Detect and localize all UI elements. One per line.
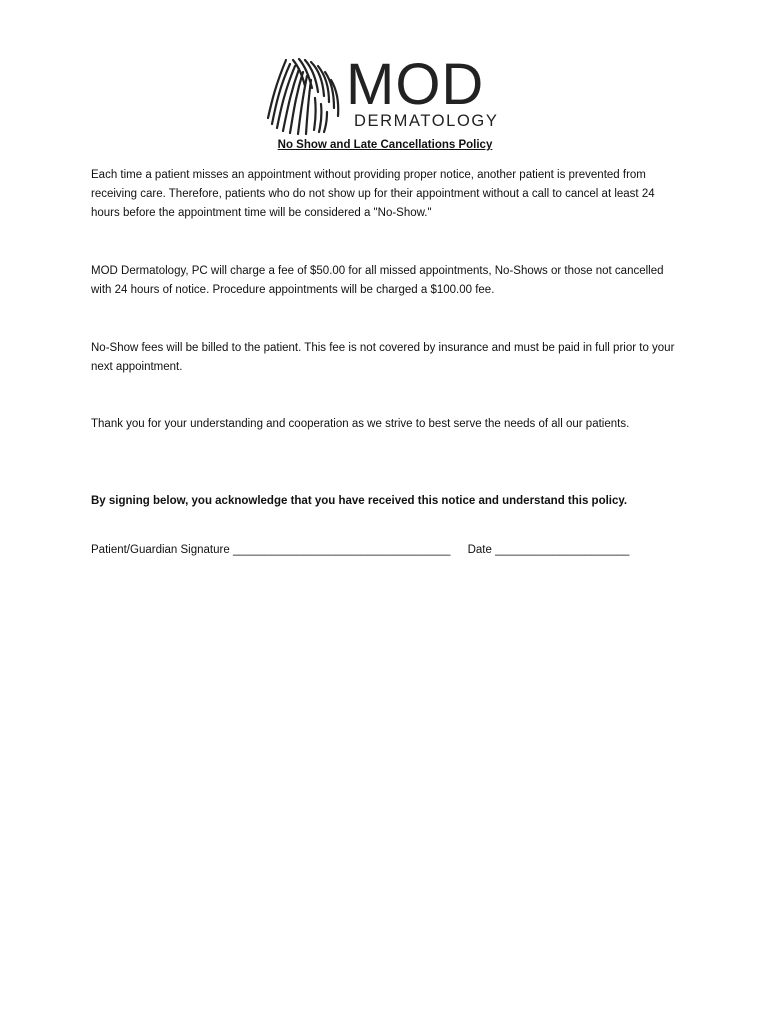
signature-line[interactable]: __________________________________ [232,544,451,556]
signature-label: Patient/Guardian Signature [91,544,233,556]
fingerprint-lines-icon [262,54,346,136]
date-label: Date [467,544,496,556]
signature-row [91,541,691,560]
logo-subtitle: DERMATOLOGY [354,112,499,130]
paragraph-fee-amounts: MOD Dermatology, PC will charge a fee of $50.00 for all missed appointments, No-Shows or those not cancelled with 24 hours of notice. Procedure appointments will be charged a $100.00 fee. [91,265,664,296]
date-line[interactable]: _____________________ [495,544,630,556]
paragraph-billing: No-Show fees will be billed to the patient. This fee is not covered by insurance and must be paid in full prior to your next appointment. [91,342,675,373]
paragraph-acknowledgement: By signing below, you acknowledge that you have received this notice and understand this policy. [91,495,628,507]
paragraph-thank-you: Thank you for your understanding and cooperation as we strive to best serve the needs of all our patients. [91,418,630,430]
date-group [468,544,630,556]
logo-wordmark: MOD [346,52,485,117]
policy-title: No Show and Late Cancellations Policy [277,139,493,151]
mod-dermatology-logo [262,54,502,136]
paragraph-no-show-definition: Each time a patient misses an appointment without providing proper notice, another patient is prevented from receiving care. Therefore, patients who do not show up for their appointment without a call to cancel at least 24 hours before the appointment time will be considered a "No-Show." [91,169,655,219]
